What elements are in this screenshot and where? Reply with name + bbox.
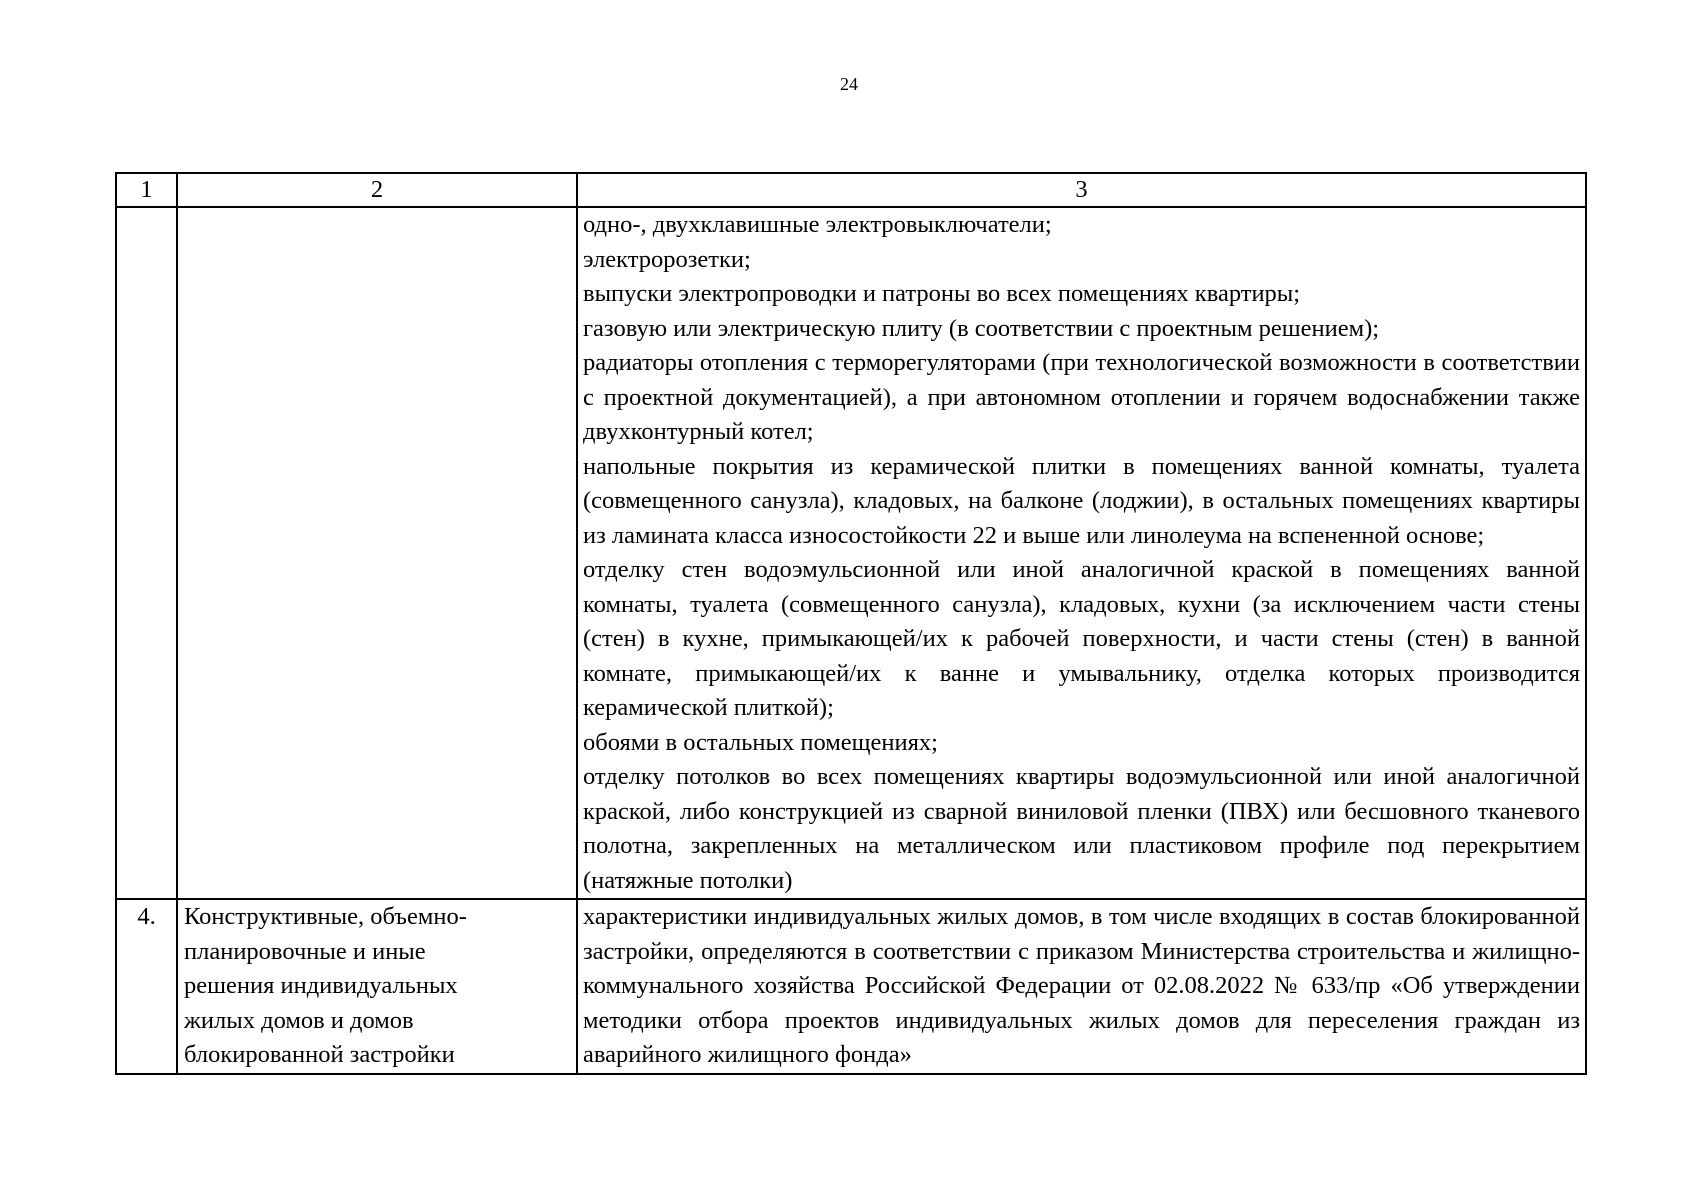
page-number: 24 [840, 74, 858, 94]
description-paragraph: газовую или электрическую плиту (в соответствии с проектным решением); [583, 314, 1380, 342]
requirements-table [115, 172, 1587, 1075]
row-description-cell [577, 899, 1586, 1074]
description-paragraph: одно-, двухклавишные электровыключатели; [583, 211, 1052, 238]
description-paragraph: радиаторы отопления с терморегуляторами (при технологической возможности в соответствии с проектной документацией), а при автономном отоплении и горячем водоснабжении также двухконтурный котел; [583, 349, 1580, 445]
row-name-cell [177, 899, 577, 1074]
table-row-4 [116, 899, 1586, 1074]
row-name-line: Конструктивные, объемно- [184, 903, 467, 930]
description-paragraph: выпуски электропроводки и патроны во всех помещениях квартиры; [583, 280, 1301, 307]
table-row-continuation [116, 207, 1586, 899]
row-description-cell [577, 207, 1586, 899]
row-number-cell [116, 207, 177, 899]
row-name-line: планировочные и иные [184, 937, 426, 965]
column-number-1: 1 [116, 173, 177, 207]
description-paragraph: отделку стен водоэмульсионной или иной аналогичной краской в помещениях ванной комнаты, туалета (совмещенного санузла), кладовых, кухни (за исключением части стены (стен) в кухне, примыкающей/их к рабочей поверхности, и части стены (стен) в ванной комнате, примыкающей/их к ванне и умывальнику, отделка которых производится керамической плиткой); [583, 556, 1580, 721]
row-name-line: блокированной застройки [184, 1041, 455, 1068]
row-name-line: жилых домов и домов [184, 1006, 414, 1034]
row-name-cell [177, 207, 577, 899]
description-paragraph: отделку потолков во всех помещениях квартиры водоэмульсионной или иной аналогичной краской, либо конструкцией из сварной виниловой пленки (ПВХ) или бесшовного тканевого полотна, закрепленных на металлическом или пластиковом профиле под перекрытием (натяжные потолки) [583, 763, 1580, 894]
column-number-3: 3 [577, 173, 1586, 207]
description-paragraph: характеристики индивидуальных жилых домов, в том числе входящих в состав блокированной застройки, определяются в соответствии с приказом Министерства строительства и жилищно-коммунального хозяйства Российской Федерации от 02.08.2022 № 633/пр «Об утверждении методики отбора проектов индивидуальных жилых домов для переселения граждан из аварийного жилищного фонда» [583, 903, 1580, 1068]
description-paragraph: электророзетки; [583, 245, 751, 273]
description-paragraph: напольные покрытия из керамической плитки в помещениях ванной комнаты, туалета (совмещенного санузла), кладовых, на балконе (лоджии), в остальных помещениях квартиры из ламината класса износостойкости 22 и выше или линолеума на вспененной основе; [583, 452, 1580, 549]
row-name-line: решения индивидуальных [184, 972, 458, 999]
table-header-row [116, 173, 1586, 207]
description-paragraph: обоями в остальных помещениях; [583, 728, 938, 756]
column-number-2: 2 [177, 173, 577, 207]
row-number-cell: 4. [116, 899, 177, 1074]
